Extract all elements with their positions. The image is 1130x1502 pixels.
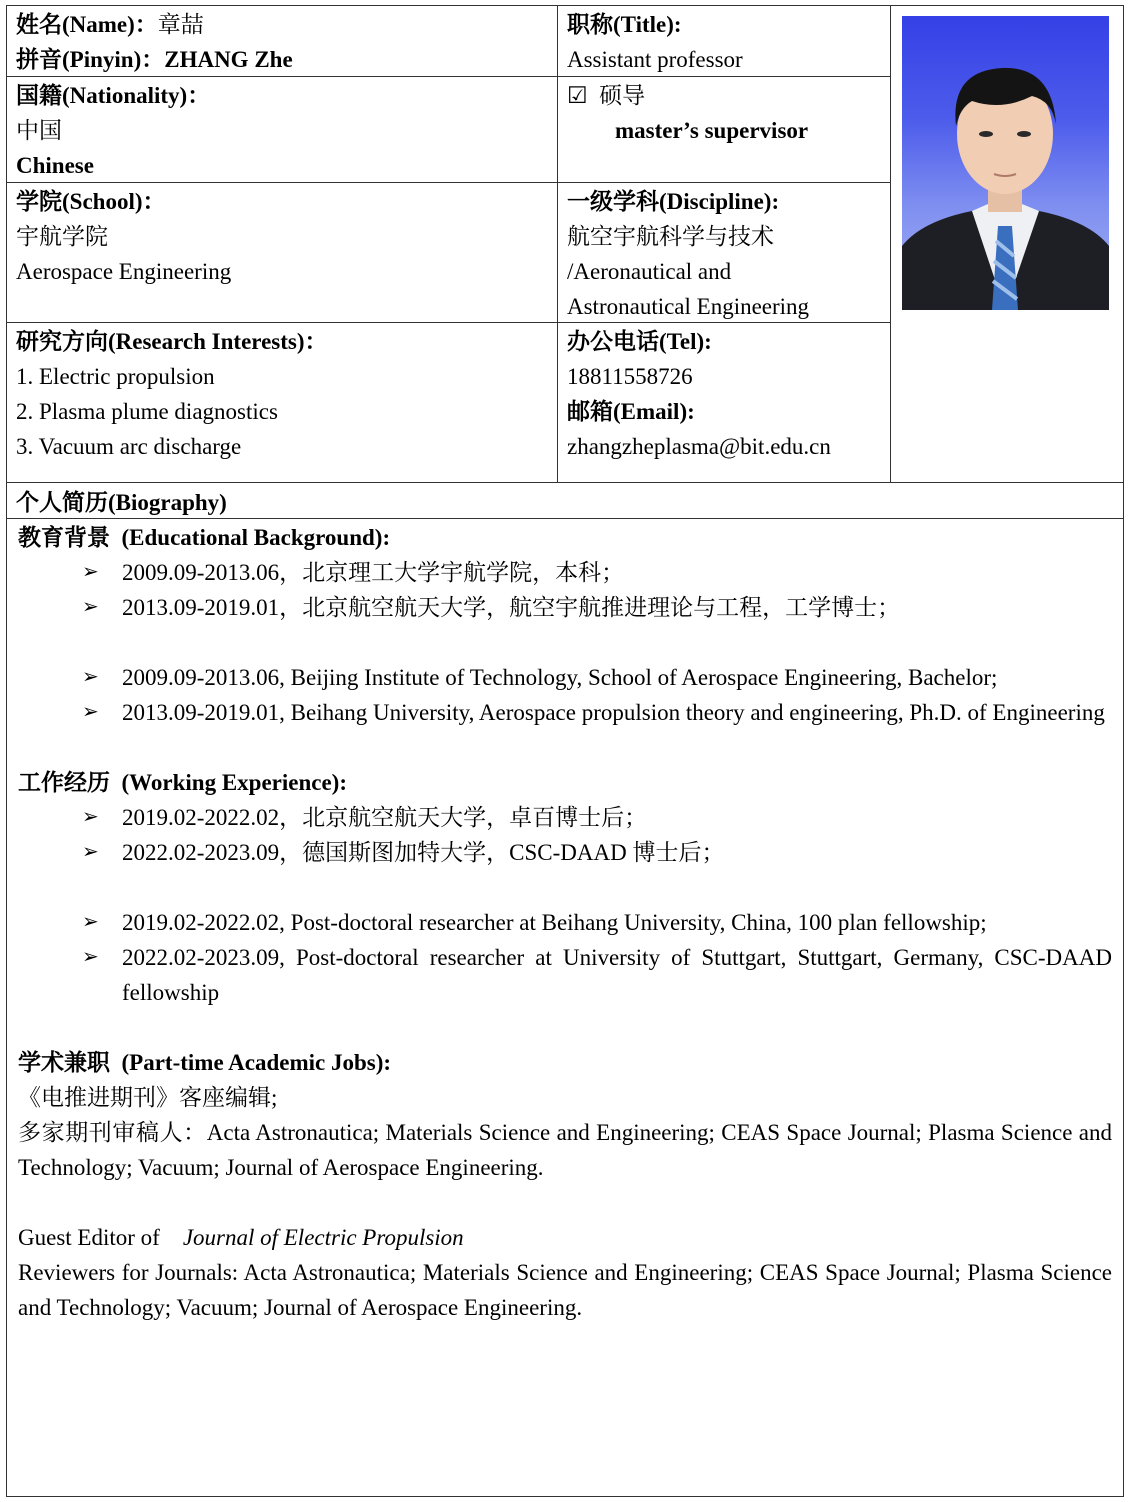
supervisor-cn: 硕导 (599, 83, 646, 108)
guest-editor-line (18, 1220, 1112, 1255)
education-heading (18, 520, 1112, 555)
list-item (18, 555, 1112, 590)
portrait-photo (902, 16, 1109, 310)
title-label: 职称(Title): (567, 12, 682, 37)
list-item (18, 590, 1112, 625)
jobs-heading-cn: 学术兼职 (18, 1050, 110, 1075)
research-item: 2. Plasma plume diagnostics (16, 399, 278, 424)
arrow-bullet-icon: ➢ (82, 561, 99, 583)
jobs-heading (18, 1045, 1112, 1080)
research-label: 研究方向(Research Interests)： (16, 329, 328, 354)
school-cn: 宇航学院 (16, 224, 108, 249)
work-heading-cn: 工作经历 (18, 770, 110, 795)
jobs-heading-en: (Part-time Academic Jobs): (121, 1050, 392, 1075)
work-heading (18, 765, 1112, 800)
education-item-cn: 2009.09-2013.06，北京理工大学宇航学院，本科； (122, 560, 625, 585)
nationality-label: 国籍(Nationality)： (16, 83, 211, 108)
work-item-en: 2019.02-2022.02, Post-doctoral researcher at Beihang University, China, 100 plan fellowship; (122, 910, 987, 935)
jobs-line-cn-1: 《电推进期刊》客座编辑; (18, 1085, 278, 1110)
list-item (18, 835, 1112, 870)
list-item (18, 800, 1112, 835)
title-value: Assistant professor (567, 47, 743, 72)
email-value: zhangzheplasma@bit.edu.cn (567, 434, 831, 459)
pinyin-value: ZHANG Zhe (164, 47, 293, 72)
education-item-en: 2009.09-2013.06, Beijing Institute of Technology, School of Aerospace Engineering, Bachelor; (122, 665, 998, 690)
name-label: 姓名(Name)： (16, 12, 158, 37)
discipline-en-1: /Aeronautical and (567, 259, 732, 284)
tel-label: 办公电话(Tel): (567, 329, 712, 354)
research-item: 1. Electric propulsion (16, 364, 215, 389)
work-item-cn: 2019.02-2022.02，北京航空航天大学，卓百博士后； (122, 805, 648, 830)
discipline-cn: 航空宇航科学与技术 (567, 224, 774, 249)
nationality-en: Chinese (16, 153, 94, 178)
guest-editor-prefix: Guest Editor of (18, 1225, 160, 1250)
supervisor-en: master’s supervisor (615, 118, 809, 143)
discipline-label: 一级学科(Discipline): (567, 189, 780, 214)
title-cell (557, 5, 890, 79)
list-item (18, 940, 1112, 1010)
nationality-cell (6, 76, 557, 185)
jobs-line-cn-2: 多家期刊审稿人：Acta Astronautica; Materials Science and Engineering; CEAS Space Journal; Plasma Science and Technology; Vacuum; Journal of Aerospace Engineering. (18, 1120, 1112, 1180)
arrow-bullet-icon: ➢ (82, 666, 99, 688)
nationality-cn: 中国 (16, 118, 62, 143)
biography-header (6, 483, 1124, 522)
research-cell (6, 322, 557, 466)
name-value: 章喆 (157, 12, 204, 37)
education-heading-en: (Educational Background): (121, 525, 391, 550)
guest-editor-journal: Journal of Electric Propulsion (182, 1225, 464, 1250)
work-heading-en: (Working Experience): (121, 770, 347, 795)
arrow-bullet-icon: ➢ (82, 806, 99, 828)
pinyin-label: 拼音(Pinyin)： (16, 47, 165, 72)
research-item: 3. Vacuum arc discharge (16, 434, 242, 459)
work-item-cn: 2022.02-2023.09，德国斯图加特大学，CSC-DAAD 博士后； (122, 840, 725, 865)
contact-cell (557, 322, 890, 466)
work-item-en: 2022.02-2023.09, Post-doctoral researcher at University of Stuttgart, Stuttgart, Germany, CSC-DAAD fellowship (122, 945, 1112, 1005)
education-heading-cn: 教育背景 (18, 525, 110, 550)
supervisor-cell (557, 76, 890, 150)
arrow-bullet-icon: ➢ (82, 841, 99, 863)
school-cell (6, 182, 557, 291)
biography-title: 个人简历(Biography) (16, 490, 227, 515)
tel-value: 18811558726 (567, 364, 693, 389)
arrow-bullet-icon: ➢ (82, 911, 99, 933)
portrait-illustration (902, 16, 1109, 310)
list-item (18, 660, 1112, 695)
arrow-bullet-icon: ➢ (82, 946, 99, 968)
arrow-bullet-icon: ➢ (82, 701, 99, 723)
checkbox-icon: ☑ (567, 83, 588, 108)
name-cell (6, 5, 557, 79)
school-en: Aerospace Engineering (16, 259, 232, 284)
education-item-en: 2013.09-2019.01, Beihang University, Aerospace propulsion theory and engineering, Ph.D. of Engineering (122, 700, 1105, 725)
school-label: 学院(School)： (16, 189, 166, 214)
reviewers-line: Reviewers for Journals: Acta Astronautica; Materials Science and Engineering; CEAS Space Journal; Plasma Science and Technology; Vacuum; Journal of Aerospace Engineering. (18, 1260, 1112, 1320)
list-item (18, 905, 1112, 940)
list-item (18, 695, 1112, 730)
biography-body (6, 520, 1124, 1325)
email-label: 邮箱(Email): (567, 399, 695, 424)
discipline-en-2: Astronautical Engineering (567, 294, 810, 319)
education-item-cn: 2013.09-2019.01，北京航空航天大学，航空宇航推进理论与工程，工学博士； (122, 595, 901, 620)
discipline-cell (557, 182, 890, 326)
arrow-bullet-icon: ➢ (82, 596, 99, 618)
